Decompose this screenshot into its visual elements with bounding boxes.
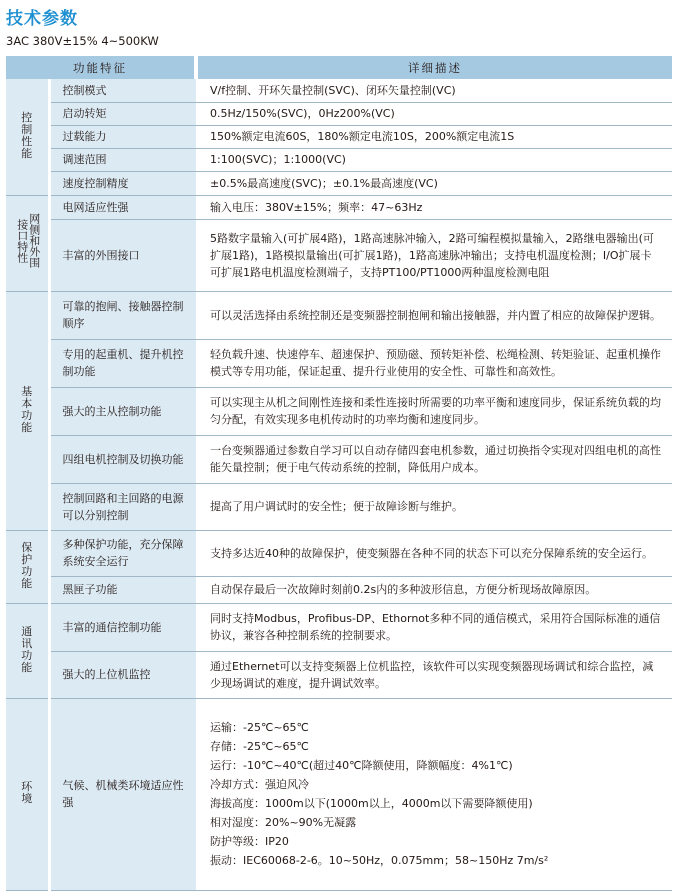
desc-cell: 可以灵活选择由系统控制还是变频器控制抱闸和输出接触器，并内置了相应的故障保护逻辑。	[196, 291, 672, 339]
table-row	[6, 102, 672, 125]
desc-cell: 一台变频器通过参数自学习可以自动存储四套电机参数，通过切换指令实现对四组电机的高性能矢量控制；便于电气传动系统的控制，降低用户成本。	[196, 435, 672, 483]
env-line: 存储：-25℃~65℃	[210, 740, 309, 753]
spec-table	[6, 56, 672, 891]
desc-cell: 5路数字量输入(可扩展4路)，1路高速脉冲输入，2路可编程模拟量输入，2路继电器输出(可扩展1路)，1路模拟量输出(可扩展1路)，1路高速脉冲输出；支持电机温度检测；I/O扩展卡可扩展1路电机温度检测端子，支持PT100/PT1000两种温度检测电阻	[196, 219, 672, 291]
table-row	[6, 530, 672, 576]
env-line: 振动：IEC60068-2-6。10~50Hz，0.075mm；58~150Hz 7m/s²	[210, 854, 549, 867]
table-row	[6, 435, 672, 483]
table-header-row	[6, 56, 672, 79]
desc-cell: 支持多达近40种的故障保护，使变频器在各种不同的状态下可以充分保障系统的安全运行。	[196, 530, 672, 576]
env-line: 运输：-25℃~65℃	[210, 721, 309, 734]
category-cell: 基本功能	[6, 291, 49, 530]
table-row	[6, 79, 672, 102]
table-row	[6, 125, 672, 148]
feature-cell: 丰富的外围接口	[49, 219, 196, 291]
table-row	[6, 148, 672, 171]
feature-cell: 可靠的抱闸、接触器控制顺序	[49, 291, 196, 339]
table-row	[6, 339, 672, 387]
env-line: 相对湿度：20%~90%无凝露	[210, 816, 357, 829]
desc-cell: 轻负载升速、快速停车、超速保护、预励磁、预转矩补偿、松绳检测、转矩验证、起重机操作模式等专用功能，保证起重、提升行业使用的安全性、可靠性和高效性。	[196, 339, 672, 387]
feature-cell: 控制模式	[49, 79, 196, 102]
desc-cell: 输入电压：380V±15%；频率：47~63Hz	[196, 195, 672, 219]
env-line: 冷却方式：强迫风冷	[210, 778, 309, 791]
env-line: 海拔高度：1000m以下(1000m以上，4000m以下需要降额使用)	[210, 797, 533, 810]
category-cell: 保护功能	[6, 530, 49, 603]
category-cell: 通讯功能	[6, 603, 49, 698]
table-row	[6, 171, 672, 195]
table-row	[6, 483, 672, 530]
table-row	[6, 195, 672, 219]
desc-cell: 同时支持Modbus，Profibus-DP、Ethornot多种不同的通信模式，采用符合国际标准的通信协议，兼容各种控制系统的控制要求。	[196, 603, 672, 651]
category-cell: 网侧和外围接口特性	[6, 195, 49, 291]
feature-cell: 多种保护功能，充分保障系统安全运行	[49, 530, 196, 576]
table-row	[6, 603, 672, 651]
desc-cell: ±0.5%最高速度(SVC)；±0.1%最高速度(VC)	[196, 171, 672, 195]
table-row	[6, 576, 672, 603]
table-row	[6, 651, 672, 698]
table-row	[6, 698, 672, 890]
feature-cell: 黑匣子功能	[49, 576, 196, 603]
desc-cell: 可以实现主从机之间刚性连接和柔性连接时所需要的功率平衡和速度同步，保证系统负载的均匀分配，有效实现多电机传动时的功率均衡和速度同步。	[196, 387, 672, 435]
header-feature: 功能特征	[6, 56, 196, 79]
page-title: 技术参数	[6, 9, 78, 29]
feature-cell: 强大的主从控制功能	[49, 387, 196, 435]
env-line: 运行：-10℃~40℃(超过40℃降额使用，降额幅度：4%1℃)	[210, 759, 513, 772]
feature-cell: 电网适应性强	[49, 195, 196, 219]
env-line: 防护等级：IP20	[210, 835, 289, 848]
feature-cell: 气候、机械类环境适应性强	[49, 698, 196, 890]
feature-cell: 专用的起重机、提升机控制功能	[49, 339, 196, 387]
desc-cell: 提高了用户调试时的安全性；便于故障诊断与维护。	[196, 483, 672, 530]
desc-cell: 自动保存最后一次故障时刻前0.2s内的多种波形信息，方便分析现场故障原因。	[196, 576, 672, 603]
feature-cell: 丰富的通信控制功能	[49, 603, 196, 651]
feature-cell: 调速范围	[49, 148, 196, 171]
desc-cell	[196, 698, 672, 890]
feature-cell: 强大的上位机监控	[49, 651, 196, 698]
feature-cell: 四组电机控制及切换功能	[49, 435, 196, 483]
table-row	[6, 219, 672, 291]
table-row	[6, 387, 672, 435]
desc-cell: V/f控制、开环矢量控制(SVC)、闭环矢量控制(VC)	[196, 79, 672, 102]
desc-cell: 1:100(SVC)；1:1000(VC)	[196, 148, 672, 171]
page-subtitle: 3AC 380V±15% 4~500KW	[6, 34, 159, 48]
feature-cell: 过载能力	[49, 125, 196, 148]
table-row	[6, 291, 672, 339]
desc-cell: 150%额定电流60S，180%额定电流10S，200%额定电流1S	[196, 125, 672, 148]
category-cell: 环境	[6, 698, 49, 890]
desc-cell: 0.5Hz/150%(SVC)，0Hz200%(VC)	[196, 102, 672, 125]
feature-cell: 控制回路和主回路的电源可以分别控制	[49, 483, 196, 530]
feature-cell: 速度控制精度	[49, 171, 196, 195]
category-cell: 控制性能	[6, 79, 49, 195]
header-description: 详细描述	[196, 56, 672, 79]
feature-cell: 启动转矩	[49, 102, 196, 125]
desc-cell: 通过Ethernet可以支持变频器上位机监控，该软件可以实现变频器现场调试和综合监控，减少现场调试的难度，提升调试效率。	[196, 651, 672, 698]
